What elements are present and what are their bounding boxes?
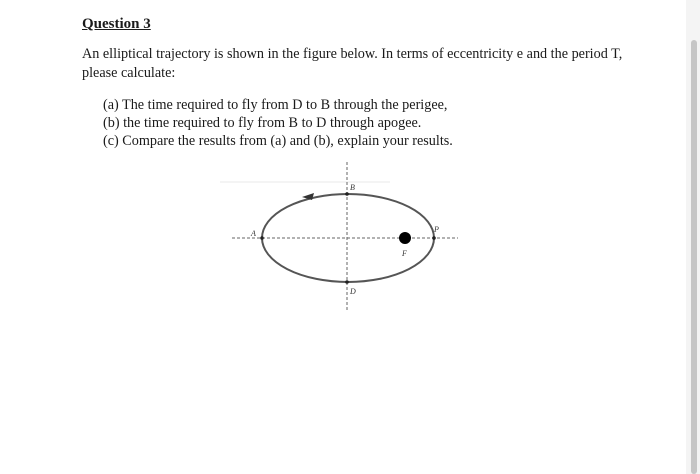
elliptical-orbit-figure bbox=[220, 160, 480, 315]
part-c: (c) Compare the results from (a) and (b), explain your results. bbox=[103, 133, 453, 149]
point-p-marker bbox=[432, 236, 436, 240]
part-b: (b) the time required to fly from B to D through apogee. bbox=[103, 115, 422, 131]
label-f: F bbox=[402, 249, 407, 258]
scrollbar-thumb[interactable] bbox=[691, 40, 697, 474]
label-a: A bbox=[251, 229, 256, 238]
vertical-scrollbar[interactable] bbox=[686, 0, 700, 474]
intro-line-1: An elliptical trajectory is shown in the figure below. In terms of eccentricity e and the period T, bbox=[82, 46, 623, 62]
part-a: (a) The time required to fly from D to B through the perigee, bbox=[103, 97, 448, 113]
focus-body bbox=[399, 232, 411, 244]
point-a-marker bbox=[260, 236, 264, 240]
intro-line-2: please calculate: bbox=[82, 65, 176, 81]
label-b: B bbox=[350, 183, 355, 192]
label-p: P bbox=[434, 225, 439, 234]
point-b-marker bbox=[345, 192, 349, 196]
point-d-marker bbox=[345, 280, 349, 284]
question-title: Question 3 bbox=[82, 16, 151, 32]
question-intro bbox=[82, 45, 642, 83]
label-d: D bbox=[350, 287, 356, 296]
question-parts bbox=[103, 96, 453, 150]
